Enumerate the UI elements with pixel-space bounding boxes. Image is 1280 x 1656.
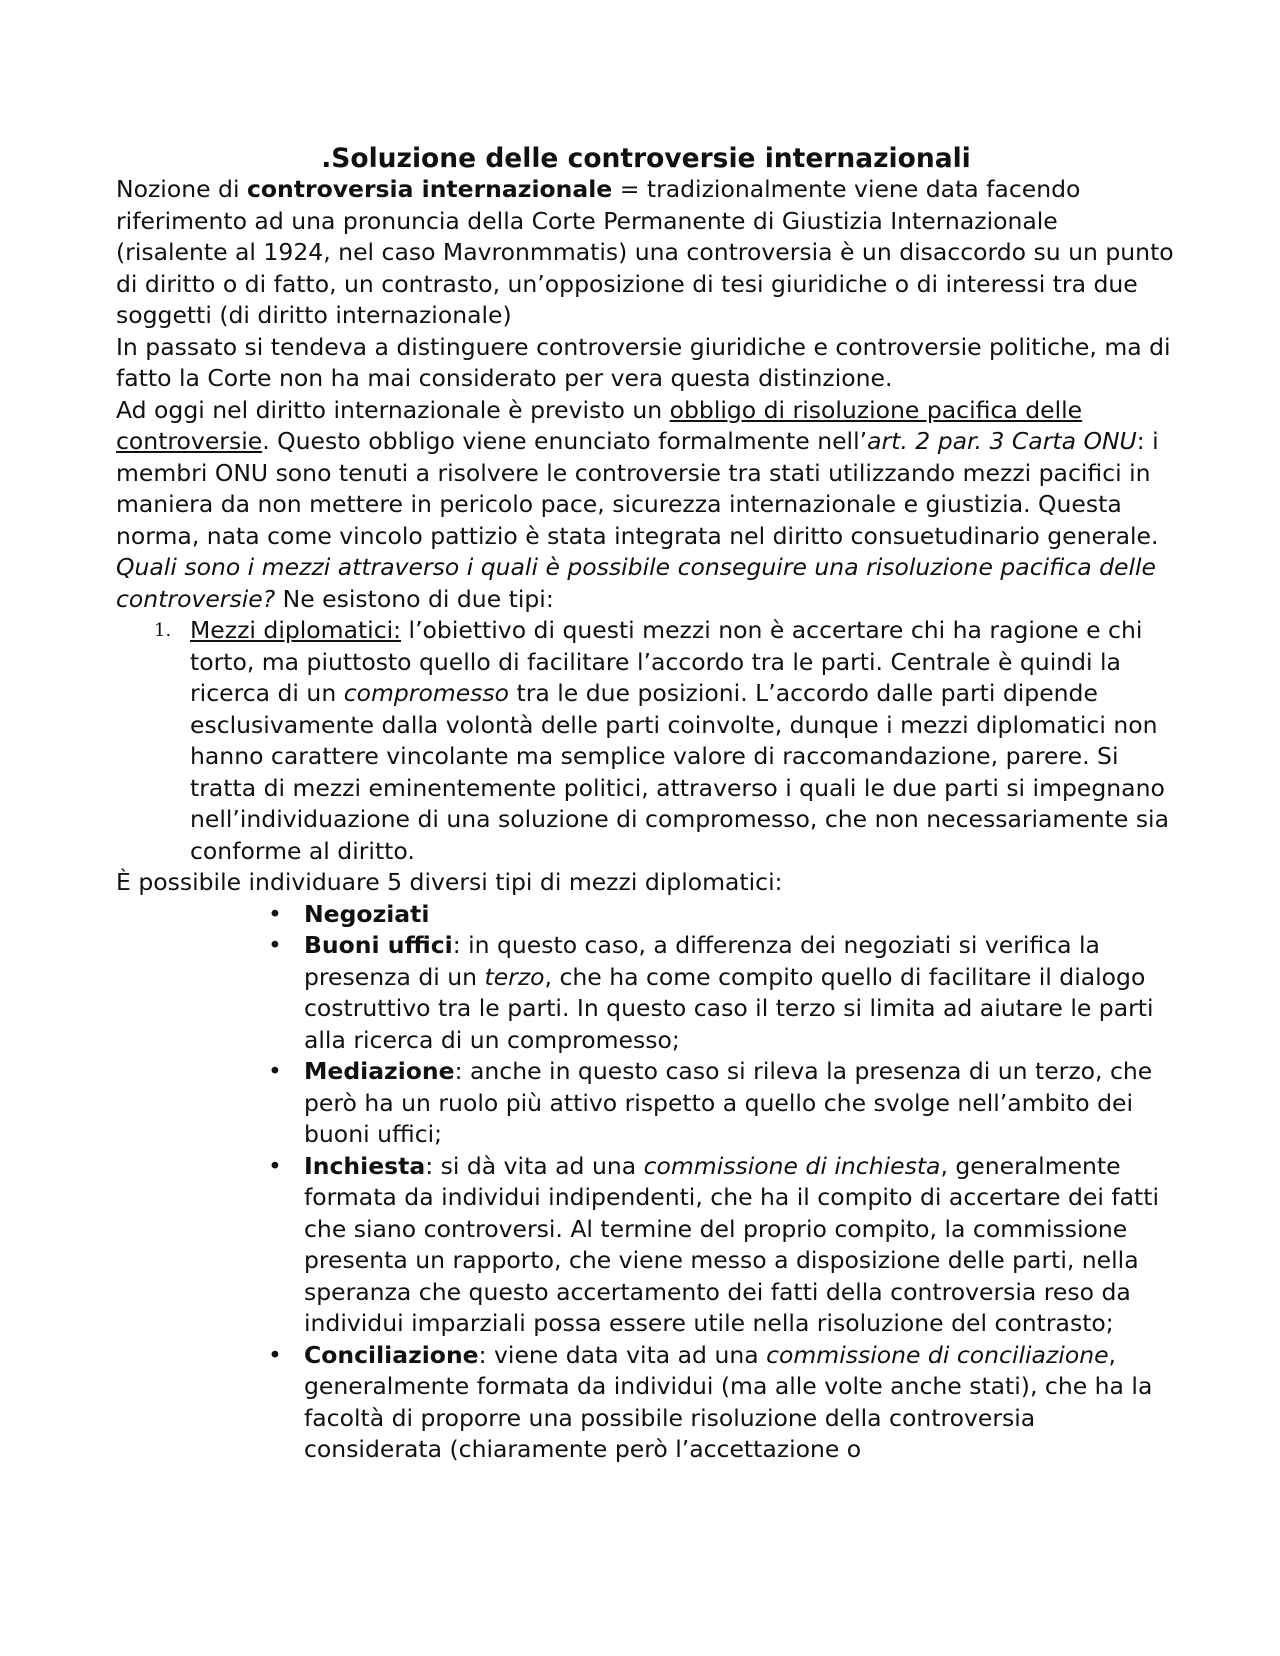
bold-label: Mediazione — [304, 1057, 455, 1085]
paragraph-passato: In passato si tendeva a distinguere controversie giuridiche e controversie politiche, ma di fatto la Corte non ha mai considerato per vera questa distinzione. — [116, 332, 1171, 392]
bold-label: Conciliazione — [304, 1340, 479, 1369]
bullet-icon: • — [268, 1057, 282, 1085]
italic-term: terzo — [484, 962, 545, 991]
bullet-icon: • — [268, 1340, 282, 1369]
list-item-conciliazione: • Conciliazione: viene data vita ad una commissione di conciliazione, generalmente formata da individui (ma alle volte anche stati), che ha la facoltà di proporre una possibile risoluzione della controversia considerata (chiaramente però l’accettazione o — [268, 1340, 1153, 1463]
bold-label: Buoni uffici — [304, 931, 453, 959]
paragraph-obbligo: Ad oggi nel diritto internazionale è previsto un obbligo di risoluzione pacifica delle controversie. Questo obbligo viene enunciato formalmente nell’art. 2 par. 3 Carta ONU: i membri ONU sono tenuti a risolvere le controversie tra stati utilizzando mezzi pacifici in maniera da non mettere in pericolo pace, sicurezza internazionale e giustizia. Questa norma, nata come vincolo pattizio è stata integrata nel diritto consuetudinario generale. Quali sono i mezzi attraverso i quali è possibile conseguire una risoluzione pacifica delle controversie? Ne esistono di due tipi: — [116, 395, 1159, 613]
bullet-icon: • — [268, 899, 282, 928]
list-item-mediazione: • Mediazione: anche in questo caso si rileva la presenza di un terzo, che però ha un ruolo più attivo rispetto a quello che svolge nell’ambito dei buoni uffici; — [268, 1057, 1153, 1148]
list-item-negoziati — [268, 899, 1176, 931]
list-number: 1. — [154, 620, 172, 641]
bullet-icon: • — [268, 1151, 282, 1180]
italic-reference: art. 2 par. 3 Carta ONU — [867, 427, 1137, 455]
list-item-mezzi-diplomatici: 1. Mezzi diplomatici: l’obiettivo di questi mezzi non è accertare chi ha ragione e chi torto, ma piuttosto quello di facilitare l’accordo tra le parti. Centrale è quindi la ricerca di un compromesso tra le due posizioni. L’accordo dalle parti dipende esclusivamente dalla volontà delle parti coinvolte, dunque i mezzi diplomatici non hanno carattere vincolante ma semplice valore di raccomandazione, parere. Si tratta di mezzi eminentemente politici, attraverso i quali le due parti si impegnano nell’individuazione di una soluzione di compromesso, che non necessariamente sia conforme al diritto. — [154, 616, 1169, 865]
bullet-icon: • — [268, 931, 282, 959]
paragraph-tipi: È possibile individuare 5 diversi tipi di mezzi diplomatici: — [116, 868, 783, 896]
bold-term: controversia internazionale — [246, 175, 613, 203]
bold-label: Negoziati — [304, 899, 430, 928]
document-body — [116, 142, 1176, 1466]
bullet-list — [116, 899, 1176, 1466]
paragraph-nozione: Nozione di controversia internazionale = tradizionalmente viene data facendo riferimento ad una pronuncia della Corte Permanente di Giustizia Internazionale (risalente al 1924, nel caso Mavronmmatis) una controversia è un disaccordo su un punto di diritto o di fatto, un contrasto, un’opposizione di tesi giuridiche o di interessi tra due soggetti (di diritto internazionale) — [116, 175, 1174, 329]
bold-label: Inchiesta — [304, 1151, 426, 1180]
italic-term: commissione di conciliazione — [766, 1340, 1109, 1369]
page-title: .Soluzione delle controversie internazionali — [321, 143, 971, 174]
list-item-inchiesta: • Inchiesta: si dà vita ad una commissione di inchiesta, generalmente formata da individui indipendenti, che ha il compito di accertare dei fatti che siano controversi. Al termine del proprio compito, la commissione presenta un rapporto, che viene messo a disposizione delle parti, nella speranza che questo accertamento dei fatti della controversia reso da individui imparziali possa essere utile nella risoluzione del contrasto; — [268, 1151, 1159, 1337]
italic-term: compromesso — [343, 679, 510, 707]
underlined-term: obbligo di risoluzione pacifica delle controversie — [116, 395, 1083, 455]
italic-question: Quali sono i mezzi attraverso i quali è possibile conseguire una risoluzione pacifica delle controversie? — [116, 553, 1157, 613]
italic-term: commissione di inchiesta — [643, 1151, 941, 1180]
list-item-buoni-uffici: • Buoni uffici: in questo caso, a differenza dei negoziati si verifica la presenza di un terzo, che ha come compito quello di facilitare il dialogo costruttivo tra le parti. In questo caso il terzo si limita ad aiutare le parti alla ricerca di un compromesso; — [268, 931, 1154, 1054]
numbered-list — [116, 615, 1176, 867]
underlined-label: Mezzi diplomatici: — [190, 616, 402, 644]
